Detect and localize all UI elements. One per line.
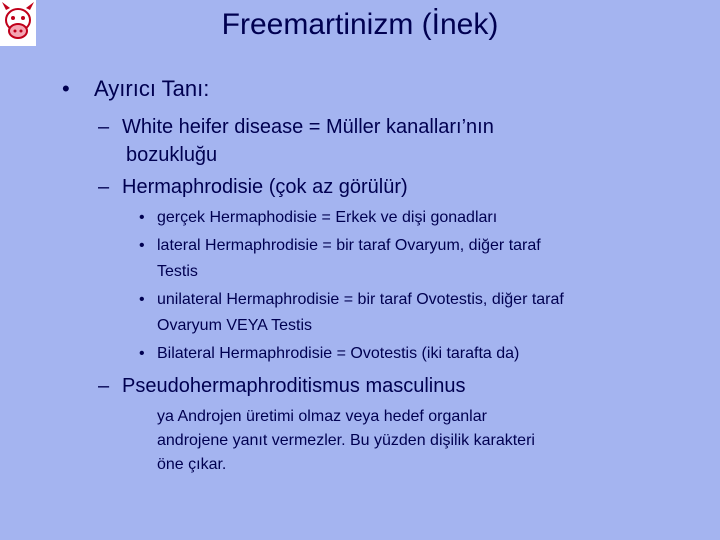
dash-marker: –	[98, 375, 110, 397]
detail-line: gerçek Hermaphodisie = Erkek ve dişi gonadları	[157, 209, 498, 226]
detail-unilateral	[139, 287, 564, 339]
bullet-dot: •	[139, 237, 145, 254]
detail-gercek	[139, 205, 498, 231]
subitem-line: bozukluğu	[126, 144, 218, 166]
subitem-line: Hermaphrodisie (çok az görülür)	[122, 176, 408, 198]
heading-text: Ayırıcı Tanı:	[94, 76, 210, 101]
detail-line: lateral Hermaphrodisie = bir taraf Ovaryum, diğer taraf	[157, 237, 541, 254]
bullet-dot: •	[139, 291, 145, 308]
detail-bilateral	[139, 341, 520, 367]
note-line: androjene yanıt vermezler. Bu yüzden dişilik karakteri	[157, 432, 535, 449]
detail-line: Bilateral Hermaphrodisie = Ovotestis (iki tarafta da)	[157, 345, 520, 362]
bullet-dot: •	[139, 345, 145, 362]
subitem-pseudohermaphroditismus	[98, 372, 466, 400]
subitem-white-heifer	[98, 113, 494, 169]
detail-line: Testis	[157, 263, 198, 280]
subitem-line: Pseudohermaphroditismus masculinus	[122, 375, 466, 397]
dash-marker: –	[98, 116, 110, 138]
detail-lateral	[139, 233, 541, 285]
bullet-dot: •	[62, 76, 70, 101]
subitem-hermaphrodisie	[98, 173, 408, 201]
note-paragraph	[157, 405, 535, 477]
dash-marker: –	[98, 176, 110, 198]
subitem-line: White heifer disease = Müller kanalları’nın	[122, 116, 494, 138]
bullet-dot: •	[139, 209, 145, 226]
note-line: ya Androjen üretimi olmaz veya hedef organlar	[157, 408, 487, 425]
detail-line: Ovaryum VEYA Testis	[157, 317, 313, 334]
slide-title: Freemartinizm (İnek)	[221, 8, 499, 41]
detail-line: unilateral Hermaphrodisie = bir taraf Ovotestis, diğer taraf	[157, 291, 564, 308]
note-line: öne çıkar.	[157, 456, 227, 473]
